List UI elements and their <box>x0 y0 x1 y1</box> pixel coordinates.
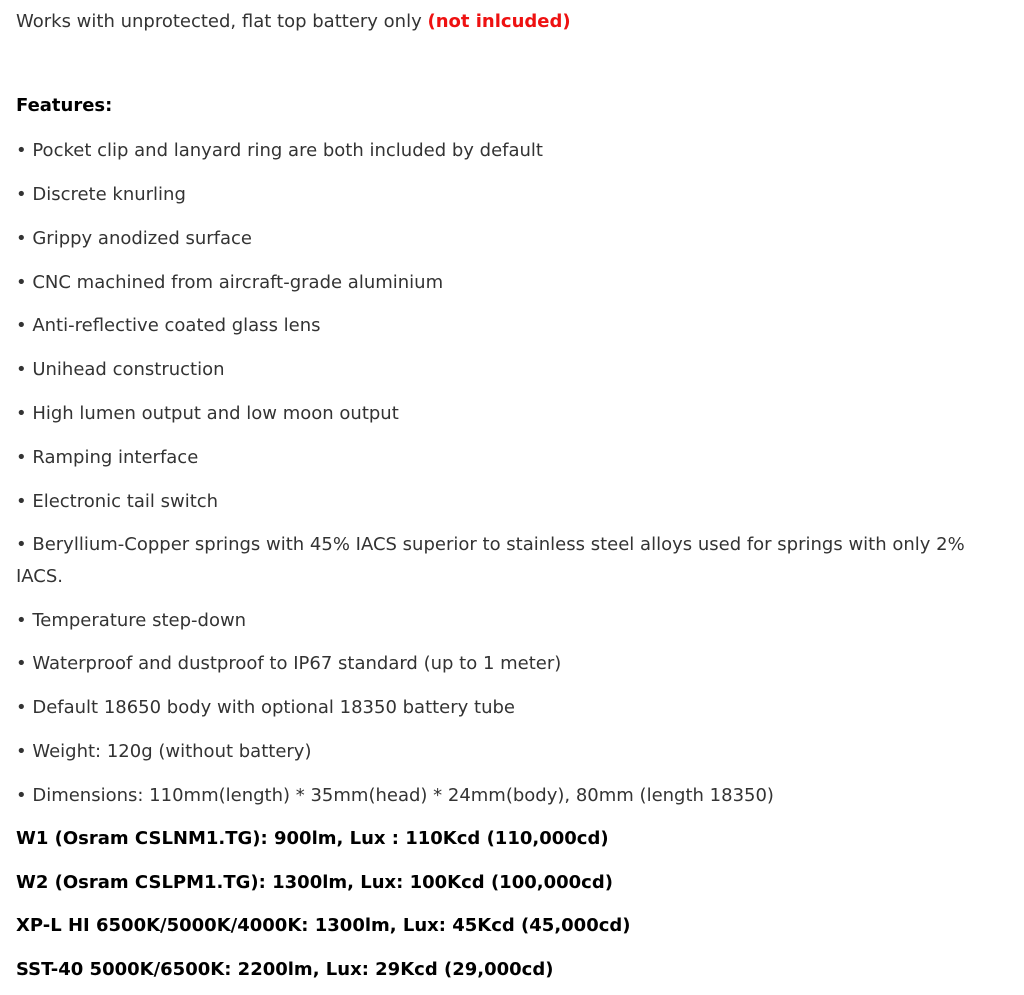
emitter-spec: XP-L HI 6500K/5000K/4000K: 1300lm, Lux: 45Kcd (45,000cd) <box>16 915 631 936</box>
battery-compatibility-text: Works with unprotected, flat top battery only <box>16 11 428 32</box>
emitter-spec: SST-40 5000K/6500K: 2200lm, Lux: 29Kcd (29,000cd) <box>16 959 554 980</box>
feature-item: • Beryllium-Copper springs with 45% IACS superior to stainless steel alloys used for springs with only 2% IACS. <box>16 534 965 587</box>
emitter-spec: W2 (Osram CSLPM1.TG): 1300lm, Lux: 100Kcd (100,000cd) <box>16 872 613 893</box>
emitter-spec: W1 (Osram CSLNM1.TG): 900lm, Lux : 110Kcd (110,000cd) <box>16 828 609 849</box>
not-included-note: (not inlcuded) <box>427 11 571 32</box>
feature-item: • Dimensions: 110mm(length) * 35mm(head) * 24mm(body), 80mm (length 18350) <box>16 785 774 806</box>
feature-item: • Temperature step-down <box>16 610 247 631</box>
feature-item: • Ramping interface <box>16 447 199 468</box>
feature-item: • Grippy anodized surface <box>16 228 252 249</box>
feature-item: • Discrete knurling <box>16 184 186 205</box>
battery-compatibility-note <box>16 6 1016 38</box>
feature-item: • Weight: 120g (without battery) <box>16 741 312 762</box>
feature-item: • Waterproof and dustproof to IP67 standard (up to 1 meter) <box>16 653 562 674</box>
feature-item: • Default 18650 body with optional 18350 battery tube <box>16 697 515 718</box>
feature-item: • Unihead construction <box>16 359 225 380</box>
features-heading: Features: <box>16 95 113 116</box>
feature-item: • Pocket clip and lanyard ring are both included by default <box>16 140 543 161</box>
feature-item: • Anti-reflective coated glass lens <box>16 315 321 336</box>
feature-item: • Electronic tail switch <box>16 491 219 512</box>
feature-item: • CNC machined from aircraft-grade aluminium <box>16 272 444 293</box>
feature-item: • High lumen output and low moon output <box>16 403 399 424</box>
